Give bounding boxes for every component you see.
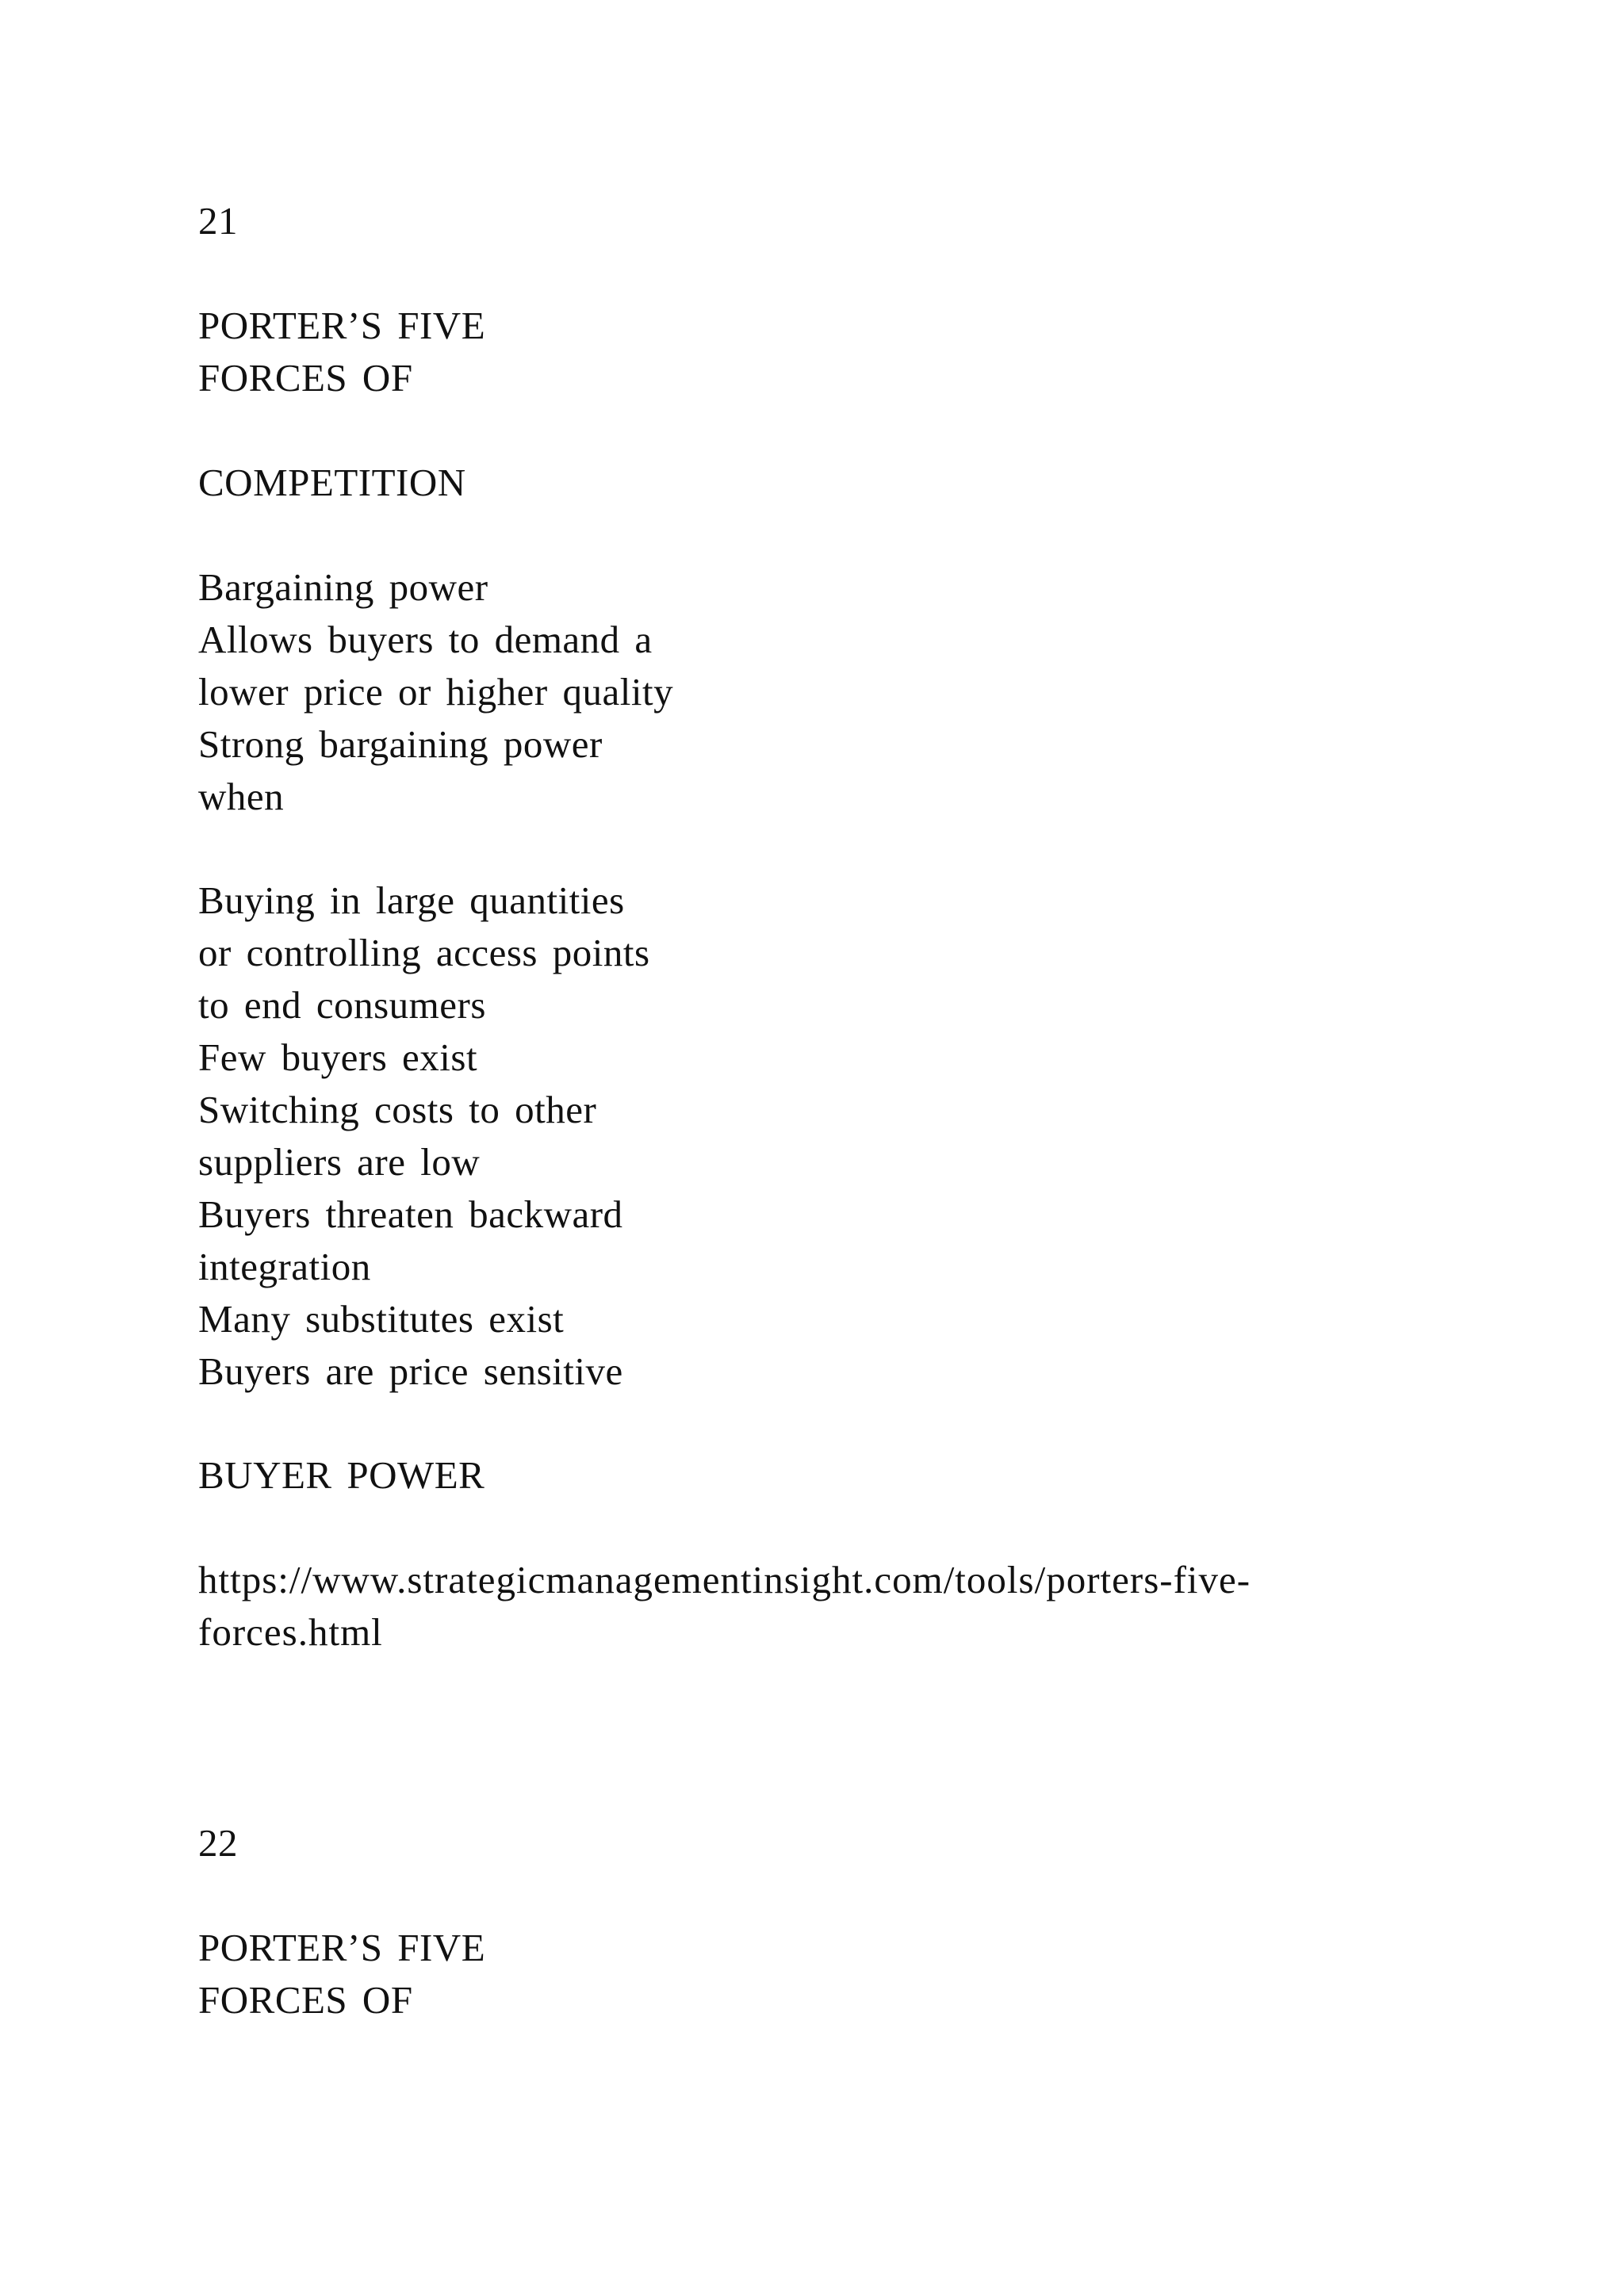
slide-21-number [198, 195, 1546, 247]
text-line: or controlling access points [198, 931, 650, 974]
title-line: FORCES OF [198, 356, 413, 400]
text-line: Buyers threaten backward [198, 1192, 623, 1236]
slide-21-title [198, 300, 1546, 404]
title-line: PORTER’S FIVE [198, 1926, 486, 1969]
slide-22-title [198, 1922, 1546, 2026]
text-line: Many substitutes exist [198, 1297, 565, 1341]
text-line: Buyers are price sensitive [198, 1349, 623, 1393]
heading-line: BUYER POWER [198, 1453, 485, 1497]
text-line: Strong bargaining power [198, 722, 603, 766]
text-line: integration [198, 1245, 371, 1288]
bargaining-power-paragraph [198, 561, 1546, 823]
source-url [198, 1554, 1546, 1659]
subtitle-line: COMPETITION [198, 461, 466, 504]
title-line: PORTER’S FIVE [198, 304, 486, 347]
text-line: to end consumers [198, 983, 486, 1027]
text-line: when [198, 775, 285, 818]
text-line: Few buyers exist [198, 1035, 478, 1079]
page-number: 21 [198, 199, 238, 243]
url-line: forces.html [198, 1610, 383, 1654]
page-number: 22 [198, 1821, 238, 1865]
text-line: Switching costs to other [198, 1088, 597, 1131]
slide-21-subtitle [198, 457, 1546, 509]
buyer-power-heading [198, 1449, 1546, 1502]
slide-22-number [198, 1817, 1546, 1869]
text-line: Allows buyers to demand a [198, 618, 653, 661]
text-line: Bargaining power [198, 565, 488, 609]
conditions-paragraph [198, 874, 1546, 1398]
text-line: suppliers are low [198, 1140, 481, 1184]
title-line: FORCES OF [198, 1978, 413, 2022]
url-line: https://www.strategicmanagementinsight.com/tools/porters-five- [198, 1558, 1251, 1601]
text-line: lower price or higher quality [198, 670, 674, 714]
text-line: Buying in large quantities [198, 878, 625, 922]
